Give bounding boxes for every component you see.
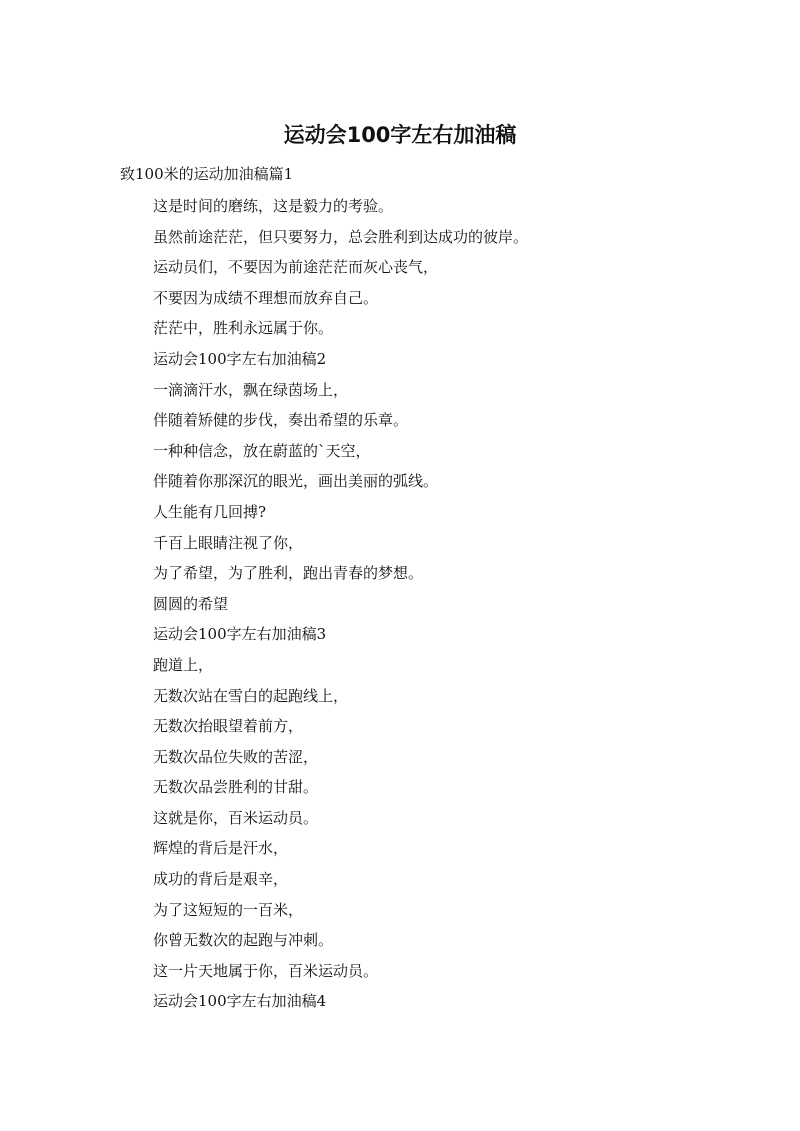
- text-line: 人生能有几回搏?: [153, 502, 267, 521]
- text-line: 为了这短短的一百米，: [153, 900, 304, 919]
- document-title: 运动会100字左右加油稿: [283, 123, 517, 147]
- text-line: 虽然前途茫茫，但只要努力，总会胜利到达成功的彼岸。: [153, 227, 529, 246]
- text-line: 你曾无数次的起跑与冲刺。: [153, 931, 334, 950]
- text-line: 伴随着矫健的步伐，奏出希望的乐章。: [153, 411, 409, 430]
- text-line: 辉煌的背后是汗水，: [153, 839, 289, 858]
- text-line: 为了希望，为了胜利，跑出青春的梦想。: [153, 564, 424, 583]
- text-line: 运动会100字左右加油稿3: [153, 625, 327, 644]
- text-line: 无数次品尝胜利的甘甜。: [153, 778, 319, 797]
- text-line: 无数次站在雪白的起跑线上，: [153, 686, 349, 705]
- text-line: 运动会100字左右加油稿2: [153, 349, 327, 368]
- text-line: 运动员们，不要因为前途茫茫而灰心丧气，: [153, 258, 439, 277]
- text-line: 跑道上，: [153, 655, 214, 674]
- text-line: 这一片天地属于你，百米运动员。: [153, 961, 379, 980]
- text-line: 一种种信念，放在蔚蓝的`天空，: [153, 441, 371, 460]
- text-line: 无数次品位失败的苦涩，: [153, 747, 319, 766]
- text-line: 伴随着你那深沉的眼光，画出美丽的弧线。: [153, 472, 439, 491]
- text-line: 圆圆的希望: [153, 594, 229, 613]
- section-heading: 致100米的运动加油稿篇1: [120, 165, 294, 183]
- body-lines: [153, 194, 528, 1020]
- text-line: 一滴滴汗水，飘在绿茵场上，: [153, 380, 349, 399]
- text-line: 这就是你，百米运动员。: [153, 808, 319, 827]
- text-line: 千百上眼睛注视了你，: [153, 533, 304, 552]
- text-line: 成功的背后是艰辛，: [153, 870, 289, 889]
- text-line: 无数次抬眼望着前方，: [153, 717, 304, 736]
- text-line: 茫茫中，胜利永远属于你。: [153, 319, 334, 338]
- text-line: 运动会100字左右加油稿4: [153, 992, 327, 1011]
- text-line: 不要因为成绩不理想而放弃自己。: [153, 288, 379, 307]
- text-line: 这是时间的磨练，这是毅力的考验。: [153, 197, 394, 215]
